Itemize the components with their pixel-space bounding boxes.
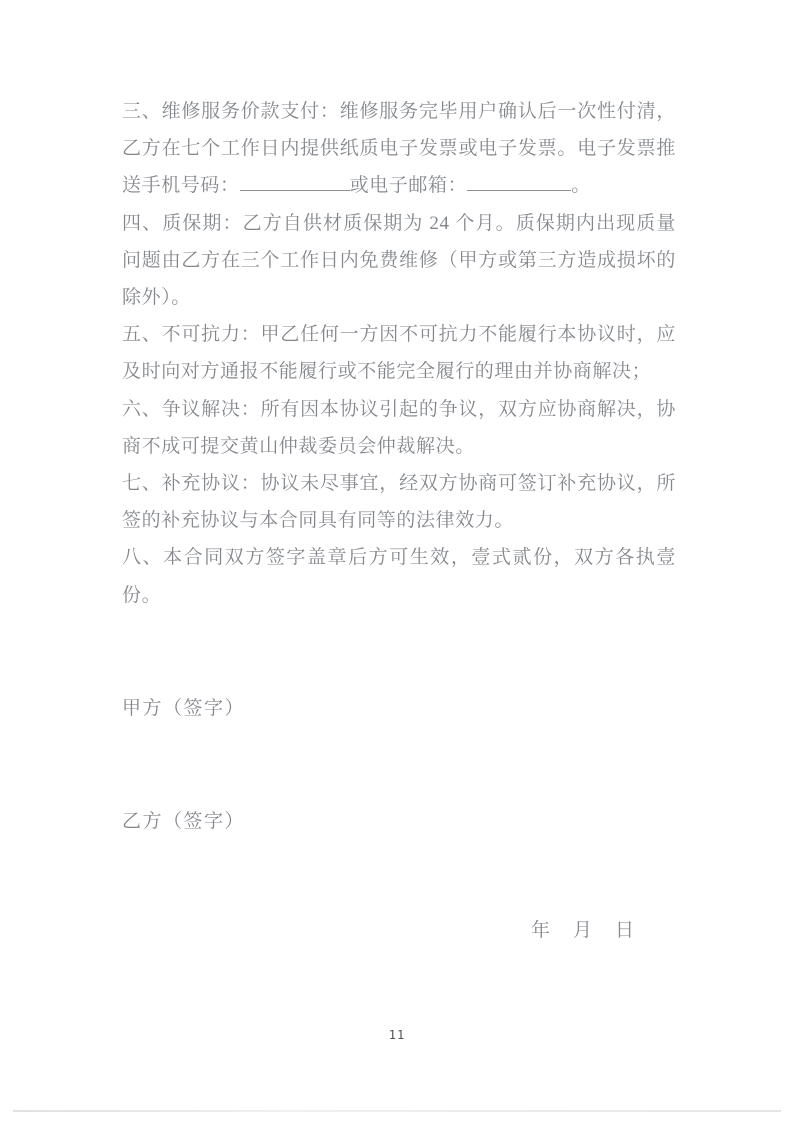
clause-dispute-resolution: 六、争议解决：所有因本协议引起的争议，双方应协商解决，协商不成可提交黄山仲裁委员会仲裁解决。 <box>122 398 676 457</box>
date-line: 年 月 日 <box>531 920 637 941</box>
clause-warranty: 四、质保期：乙方自供材质保期为 24 个月。质保期内出现质量问题由乙方在三个工作日内免费维修（甲方或第三方造成损坏的除外）。 <box>122 212 676 309</box>
clause-payment-text-1: 三、维修服务价款支付：维修服务完毕用户确认后一次性付清，乙方在七个工作日内提供纸质电子发票或电子发票。电子发票推送手机号码： <box>122 101 676 197</box>
clause-supplementary-agreement: 七、补充协议：协议未尽事宜，经双方协商可签订补充协议，所签的补充协议与本合同具有同等的法律效力。 <box>122 473 676 532</box>
clause-payment-text-3: 。 <box>571 175 591 197</box>
scan-edge-artifact <box>13 1110 781 1112</box>
party-a-signature-label: 甲方（签字） <box>122 698 246 719</box>
clause-payment <box>122 93 676 205</box>
clause-force-majeure: 五、不可抗力：甲乙任何一方因不可抗力不能履行本协议时，应及时向对方通报不能履行或不能完全履行的理由并协商解决； <box>122 324 676 383</box>
phone-number-blank-line <box>240 175 350 191</box>
party-b-signature-label: 乙方（签字） <box>122 811 246 832</box>
document-body <box>122 93 676 614</box>
clause-effectiveness: 八、本合同双方签字盖章后方可生效，壹式贰份，双方各执壹份。 <box>122 547 676 606</box>
page-number: 11 <box>388 1028 406 1042</box>
email-blank-line <box>467 175 571 191</box>
clause-payment-text-2: 或电子邮箱： <box>349 175 468 197</box>
